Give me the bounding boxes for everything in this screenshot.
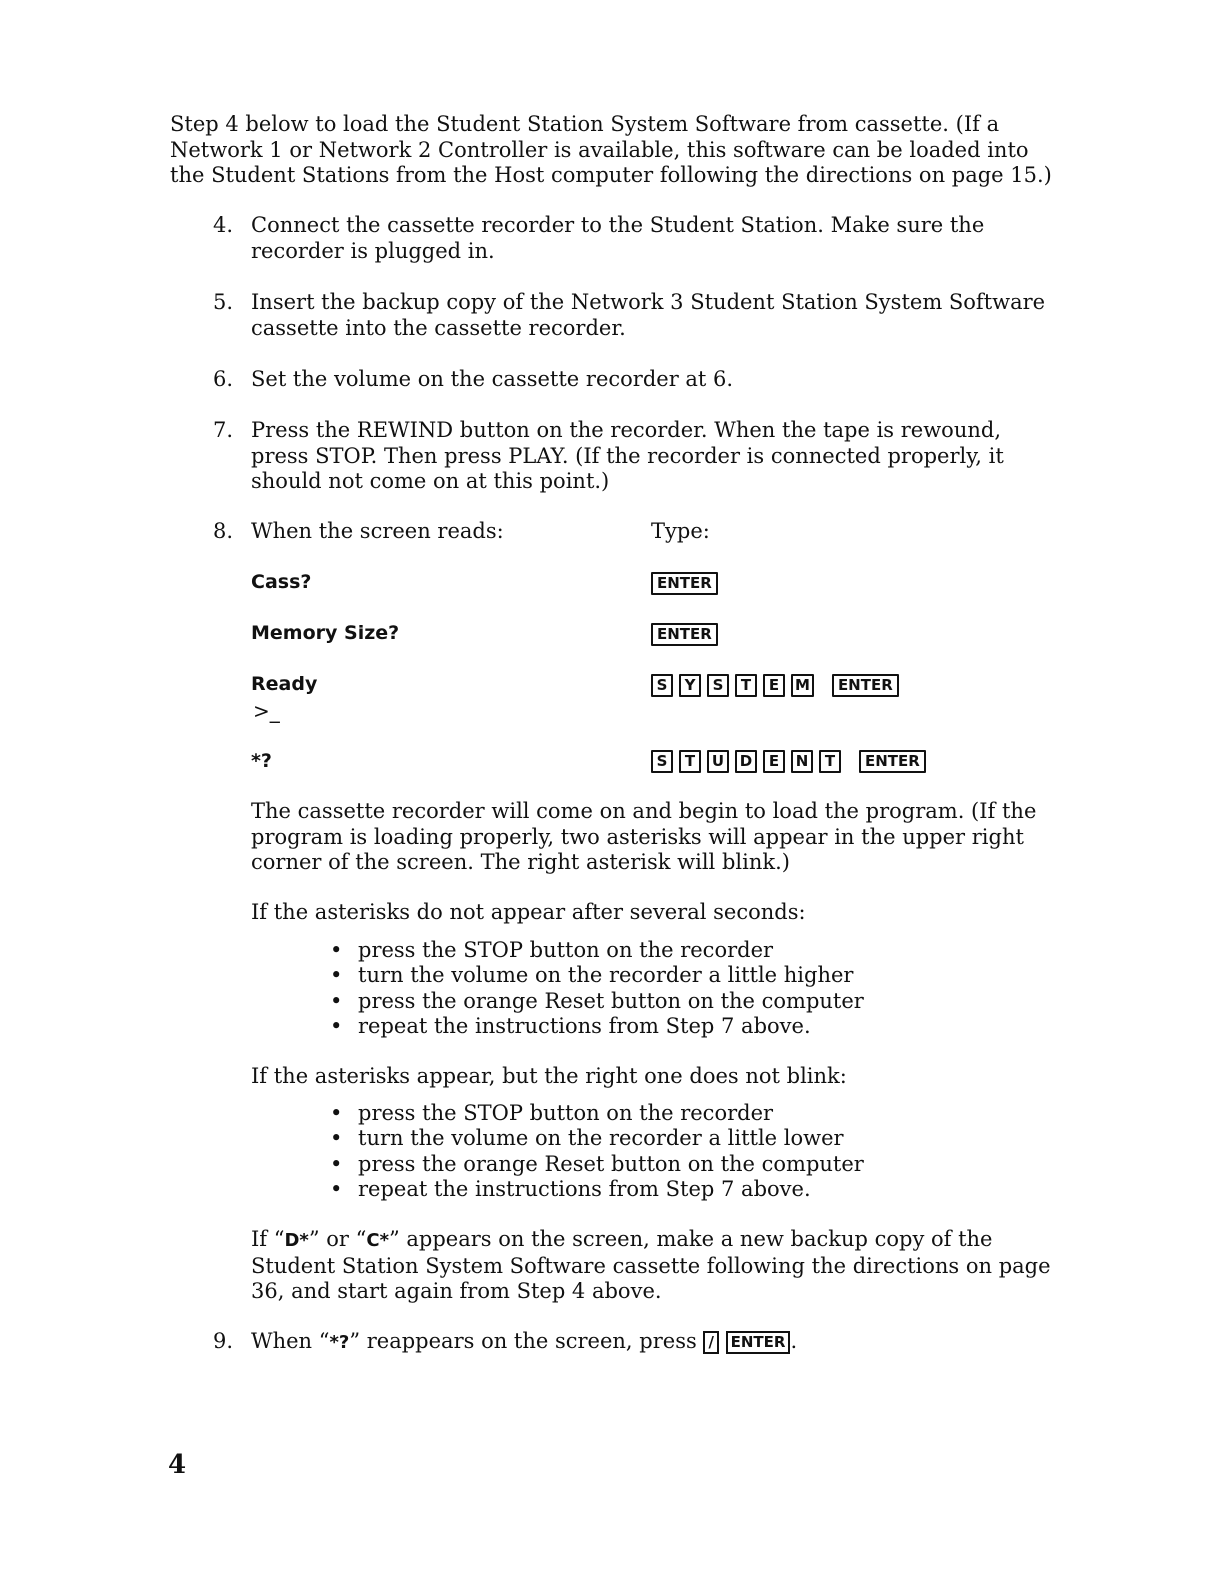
type-header: Type: [651,519,710,543]
key-t: T [735,674,757,697]
step-6-text: Set the volume on the cassette recorder at 6. [251,367,734,391]
prompt-memory-size: Memory Size? [251,622,400,644]
keys-row-student [651,748,926,774]
step-4-number: 4. [212,213,233,237]
keys-row-memory [651,621,718,647]
no-blink-intro: If the asterisks appear, but the right one does not blink: [251,1064,847,1088]
list-item: • press the STOP button on the recorder [330,938,1030,963]
page-number: 4 [168,1450,187,1480]
keys-row-system [651,672,899,698]
step-7-text: Press the REWIND button on the recorder. When the tape is rewound, press STOP. Then press PLAY. (If the recorder is connected properly, it should not come on at this point.) [251,418,1004,493]
list-item: • press the orange Reset button on the computer [330,989,1030,1014]
prompt-ready: Ready [251,673,318,695]
key-e: E [763,674,785,697]
step-5-text: Insert the backup copy of the Network 3 Student Station System Software cassette into the cassette recorder. [251,290,1046,340]
list-item: • turn the volume on the recorder a little higher [330,963,1030,988]
error-text-rest: ” appears on the screen, make a new backup copy of the Student Station System Software cassette following the directions on page 36, and start again from Step 4 above. [251,1227,1051,1303]
error-text-if: If “ [251,1227,285,1251]
list-item: • repeat the instructions from Step 7 above. [330,1177,1030,1202]
prompt-cass: Cass? [251,571,312,593]
key-enter: ENTER [651,623,718,646]
key-t: T [819,750,841,773]
screen-reads-header: When the screen reads: [251,519,504,543]
key-enter: ENTER [651,572,718,595]
step-9-number: 9. [212,1329,233,1353]
screen-cursor: >_ [253,699,280,723]
step-7-number: 7. [212,418,233,442]
error-paragraph [251,1227,1061,1305]
step-5-number: 5. [212,290,233,314]
step-6-number: 6. [212,367,233,391]
error-code-c: C* [366,1230,389,1251]
no-asterisks-intro: If the asterisks do not appear after several seconds: [251,900,806,924]
step-4-text: Connect the cassette recorder to the Student Station. Make sure the recorder is plugged in. [251,213,985,263]
key-s: S [651,750,673,773]
no-blink-list [330,1101,1030,1202]
list-item: • repeat the instructions from Step 7 above. [330,1014,1030,1039]
list-item: • turn the volume on the recorder a little lower [330,1126,1030,1151]
intro-paragraph: Step 4 below to load the Student Station System Software from cassette. (If a Network 1 or Network 2 Controller is available, this software can be loaded into the Student Stations from the Host computer following the directions on page 15.) [170,112,1052,187]
keys-row-cass [651,570,718,596]
prompt-star-question: *? [251,750,272,772]
key-t: T [679,750,701,773]
list-item: • press the orange Reset button on the computer [330,1152,1030,1177]
list-item: • press the STOP button on the recorder [330,1101,1030,1126]
key-s: S [707,674,729,697]
key-enter: ENTER [832,674,899,697]
key-enter: ENTER [859,750,926,773]
step-8-number: 8. [212,519,233,543]
key-m: M [791,674,814,697]
error-code-d: D* [284,1230,309,1251]
key-u: U [707,750,729,773]
error-text-or: ” or “ [308,1227,367,1251]
key-s: S [651,674,673,697]
key-e: E [763,750,785,773]
step-9-end: . [790,1329,798,1353]
no-asterisks-list [330,938,1030,1039]
key-slash: / [703,1331,718,1354]
key-y: Y [679,674,701,697]
step-9-code: *? [329,1332,350,1353]
loading-note: The cassette recorder will come on and begin to load the program. (If the program is loading properly, two asterisks will appear in the upper right corner of the screen. The right asterisk will blink.) [251,799,1037,874]
key-d: D [735,750,757,773]
key-enter: ENTER [726,1331,791,1354]
key-n: N [791,750,813,773]
step-9-before: When “ [251,1329,330,1353]
step-9-after: ” reappears on the screen, press [349,1329,697,1353]
step-9-text [251,1329,1051,1356]
